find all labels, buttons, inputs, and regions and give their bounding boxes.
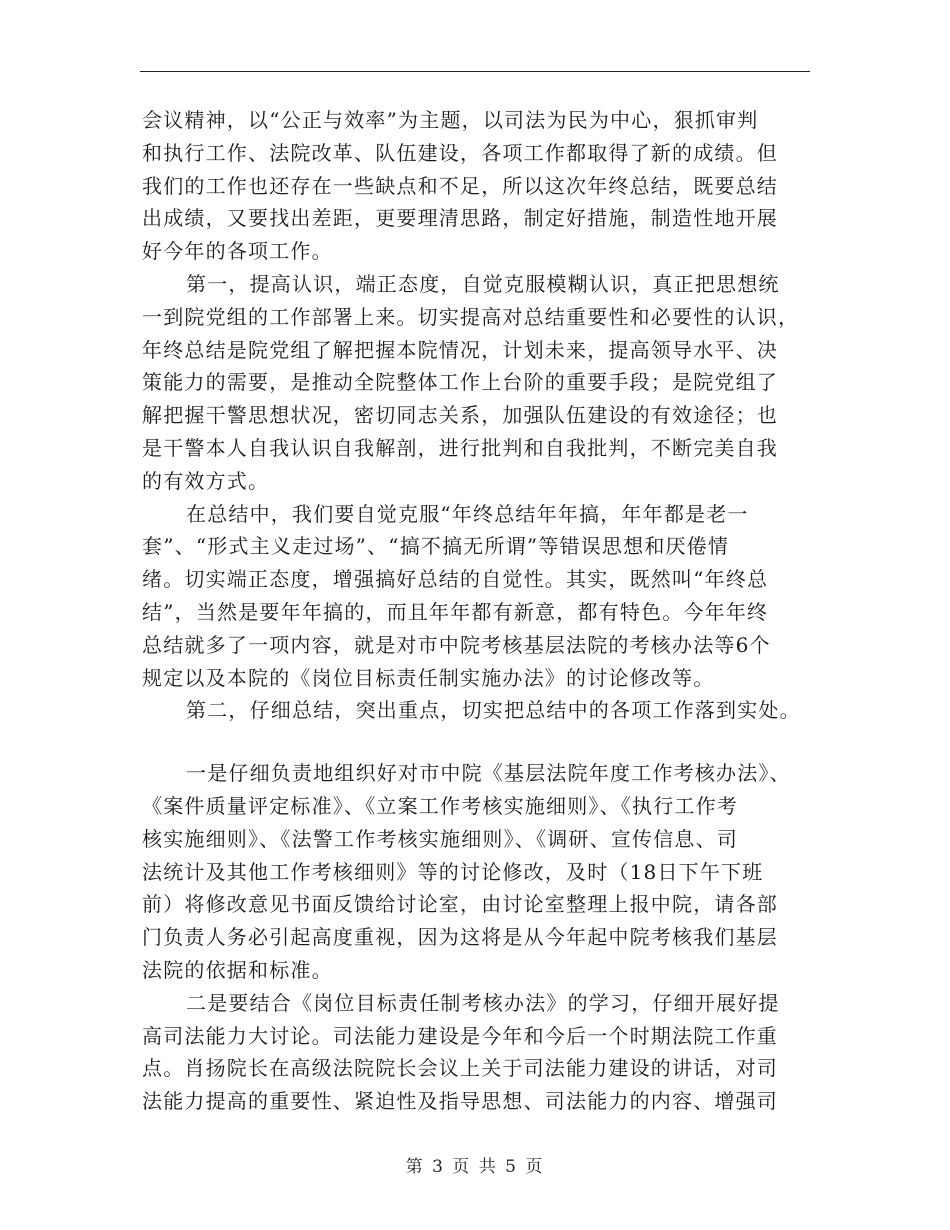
text-line: 法统计及其他工作考核细则》等的讨论修改，及时（18日下午下班 (142, 859, 764, 884)
text-line: 第一，提高认识，端正态度，自觉克服模糊认识，真正把思想统 (186, 271, 780, 296)
document-body (142, 104, 812, 1118)
text-line: 策能力的需要，是推动全院整体工作上台阶的重要手段；是院党组了 (142, 370, 778, 395)
text-line: 的有效方式。 (142, 468, 270, 493)
text-line: 是干警本人自我认识自我解剖，进行批判和自我批判，不断完美自我 (142, 435, 778, 460)
text-line: 绪。切实端正态度，增强搞好总结的自觉性。其实，既然叫“年终总 (142, 567, 769, 592)
text-line: 《案件质量评定标准》、《立案工作考核实施细则》、《执行工作考 (142, 793, 738, 818)
text-line: 第二，仔细总结，突出重点，切实把总结中的各项工作落到实处。 (186, 698, 801, 723)
text-line: 前）将修改意见书面反馈给讨论室，由讨论室整理上报中院，请各部 (142, 892, 778, 917)
header-rule (140, 71, 810, 72)
text-line: 结”，当然是要年年搞的，而且年年都有新意，都有特色。今年年终 (142, 599, 769, 624)
text-line: 套”、“形式主义走过场”、“搞不搞无所谓”等错误思想和厌倦情 (142, 534, 730, 559)
text-line: 门负责人务必引起高度重视，因为这将是从今年起中院考核我们基层 (142, 925, 778, 950)
text-line: 规定以及本院的《岗位目标责任制实施办法》的讨论修改等。 (142, 665, 715, 690)
text-line: 和执行工作、法院改革、队伍建设，各项工作都取得了新的成绩。但 (142, 140, 778, 165)
text-line: 法院的依据和标准。 (142, 957, 333, 982)
text-line: 一到院党组的工作部署上来。切实提高对总结重要性和必要性的认识， (142, 304, 800, 329)
text-line: 一是仔细负责地组织好对市中院《基层法院年度工作考核办法》、 (186, 761, 791, 786)
text-line: 解把握干警思想状况，密切同志关系，加强队伍建设的有效途径；也 (142, 403, 778, 428)
text-line: 年终总结是院党组了解把握本院情况，计划未来，提高领导水平、决 (142, 337, 778, 362)
text-line: 总结就多了一项内容，就是对市中院考核基层法院的考核办法等6个 (142, 632, 771, 657)
text-line: 核实施细则》、《法警工作考核实施细则》、《调研、宣传信息、司 (142, 826, 738, 851)
page-number-footer: 第 3 页 共 5 页 (405, 1157, 545, 1177)
text-line: 二是要结合《岗位目标责任制考核办法》的学习，仔细开展好提 (186, 990, 780, 1015)
text-line: 好今年的各项工作。 (142, 239, 333, 264)
blank-line (142, 727, 812, 757)
text-line: 在总结中，我们要自觉克服“年终总结年年搞，年年都是老一 (186, 501, 749, 526)
text-line: 我们的工作也还存在一些缺点和不足，所以这次年终总结，既要总结 (142, 173, 778, 198)
text-line: 会议精神，以“公正与效率”为主题，以司法为民为中心，狠抓审判 (142, 108, 759, 132)
text-line: 出成绩，又要找出差距，更要理清思路，制定好措施，制造性地开展 (142, 206, 778, 231)
text-line: 法能力提高的重要性、紧迫性及指导思想、司法能力的内容、增强司 (142, 1089, 778, 1114)
text-line: 点。肖扬院长在高级法院院长会议上关于司法能力建设的讲话，对司 (142, 1056, 778, 1081)
text-line: 高司法能力大讨论。司法能力建设是今年和今后一个时期法院工作重 (142, 1023, 778, 1048)
